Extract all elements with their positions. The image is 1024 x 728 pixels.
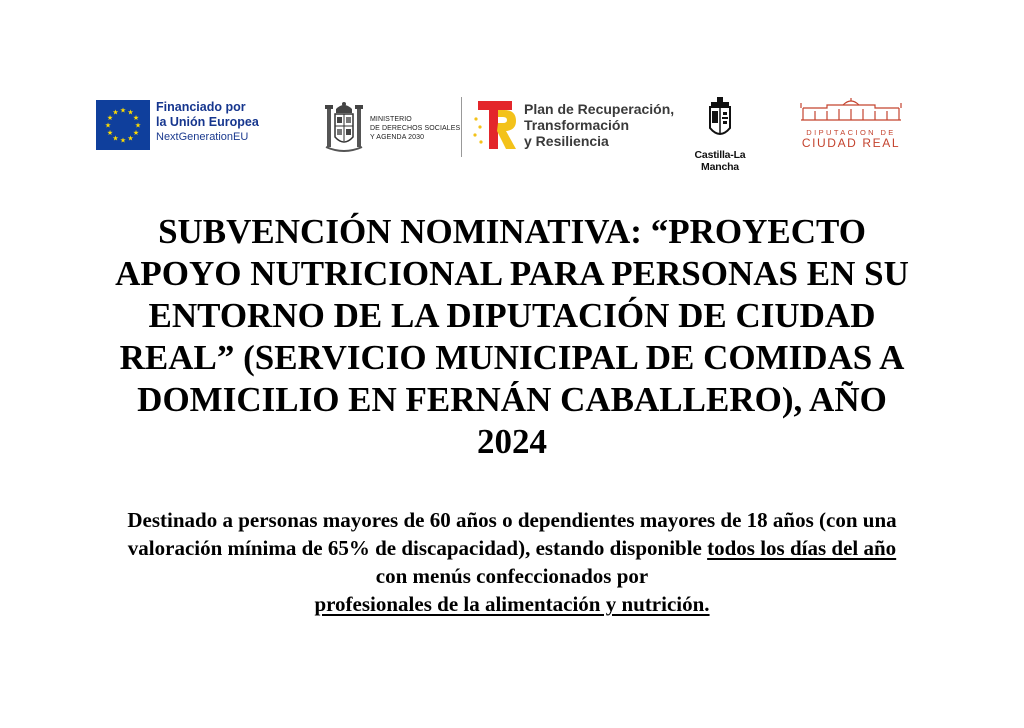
plan-line3: y Resiliencia bbox=[524, 133, 609, 149]
eu-star-icon: ★ bbox=[134, 121, 142, 130]
body-underline-days: todos los días del año bbox=[707, 536, 897, 560]
diputacion-building-icon bbox=[797, 98, 905, 122]
eu-star-icon: ★ bbox=[104, 121, 112, 130]
body-text-part1: Destinado a personas mayores de 60 años o dependientes mayores de 18 años (con una valoración mínima de 65% de discapacidad), estando disponible bbox=[127, 508, 897, 560]
ministerio-logo bbox=[324, 98, 460, 158]
plan-line2: Transformación bbox=[524, 117, 630, 133]
eu-star-icon: ★ bbox=[119, 136, 127, 145]
body-text-part2: con menús confeccionados por bbox=[375, 564, 649, 588]
eu-star-icon: ★ bbox=[112, 108, 119, 117]
plan-line1: Plan de Recuperación, bbox=[524, 101, 675, 117]
document-title: SUBVENCIÓN NOMINATIVA: “PROYECTO APOYO NUTRICIONAL PARA PERSONAS EN SU ENTORNO DE LA DIPUTACIÓN DE CIUDAD REAL” (SERVICIO MUNICIPAL DE COMIDAS A DOMICILIO EN FERNÁN CABALLERO), AÑO 2024 bbox=[115, 212, 909, 461]
clm-name: Castilla-La Mancha bbox=[694, 149, 746, 173]
prtr-icon bbox=[472, 97, 518, 153]
plan-recuperacion-logo bbox=[472, 97, 674, 153]
eu-funding-logo bbox=[96, 100, 259, 152]
diputacion-logo bbox=[796, 98, 906, 150]
eu-text-line2: la Unión Europea bbox=[156, 115, 259, 129]
eu-star-icon: ★ bbox=[119, 106, 127, 115]
body-underline-professionals: profesionales de la alimentación y nutrición. bbox=[314, 592, 710, 616]
eu-star-icon: ★ bbox=[112, 134, 119, 143]
ministerio-line2: DE DERECHOS SOCIALES bbox=[370, 124, 461, 132]
clm-shield-icon bbox=[705, 96, 735, 142]
eu-flag-icon bbox=[96, 100, 150, 150]
coat-of-arms-icon bbox=[324, 99, 364, 157]
eu-text-line1: Financiado por bbox=[156, 100, 246, 114]
eu-star-icon: ★ bbox=[132, 114, 140, 122]
eu-star-icon: ★ bbox=[127, 134, 134, 143]
eu-star-icon: ★ bbox=[106, 129, 114, 137]
ministerio-line1: MINISTERIO bbox=[370, 115, 412, 123]
eu-text-line3: NextGenerationEU bbox=[156, 131, 249, 143]
eu-star-icon: ★ bbox=[106, 114, 114, 122]
diputacion-line1: DIPUTACION DE bbox=[806, 128, 896, 137]
logo-divider bbox=[461, 97, 462, 157]
ministerio-line3: Y AGENDA 2030 bbox=[370, 133, 425, 141]
diputacion-line2: CIUDAD REAL bbox=[801, 136, 901, 150]
document-body bbox=[110, 506, 914, 618]
castilla-la-mancha-logo bbox=[682, 96, 758, 173]
logo-header bbox=[0, 0, 1024, 173]
eu-star-icon: ★ bbox=[127, 108, 134, 117]
eu-star-icon: ★ bbox=[132, 129, 140, 137]
